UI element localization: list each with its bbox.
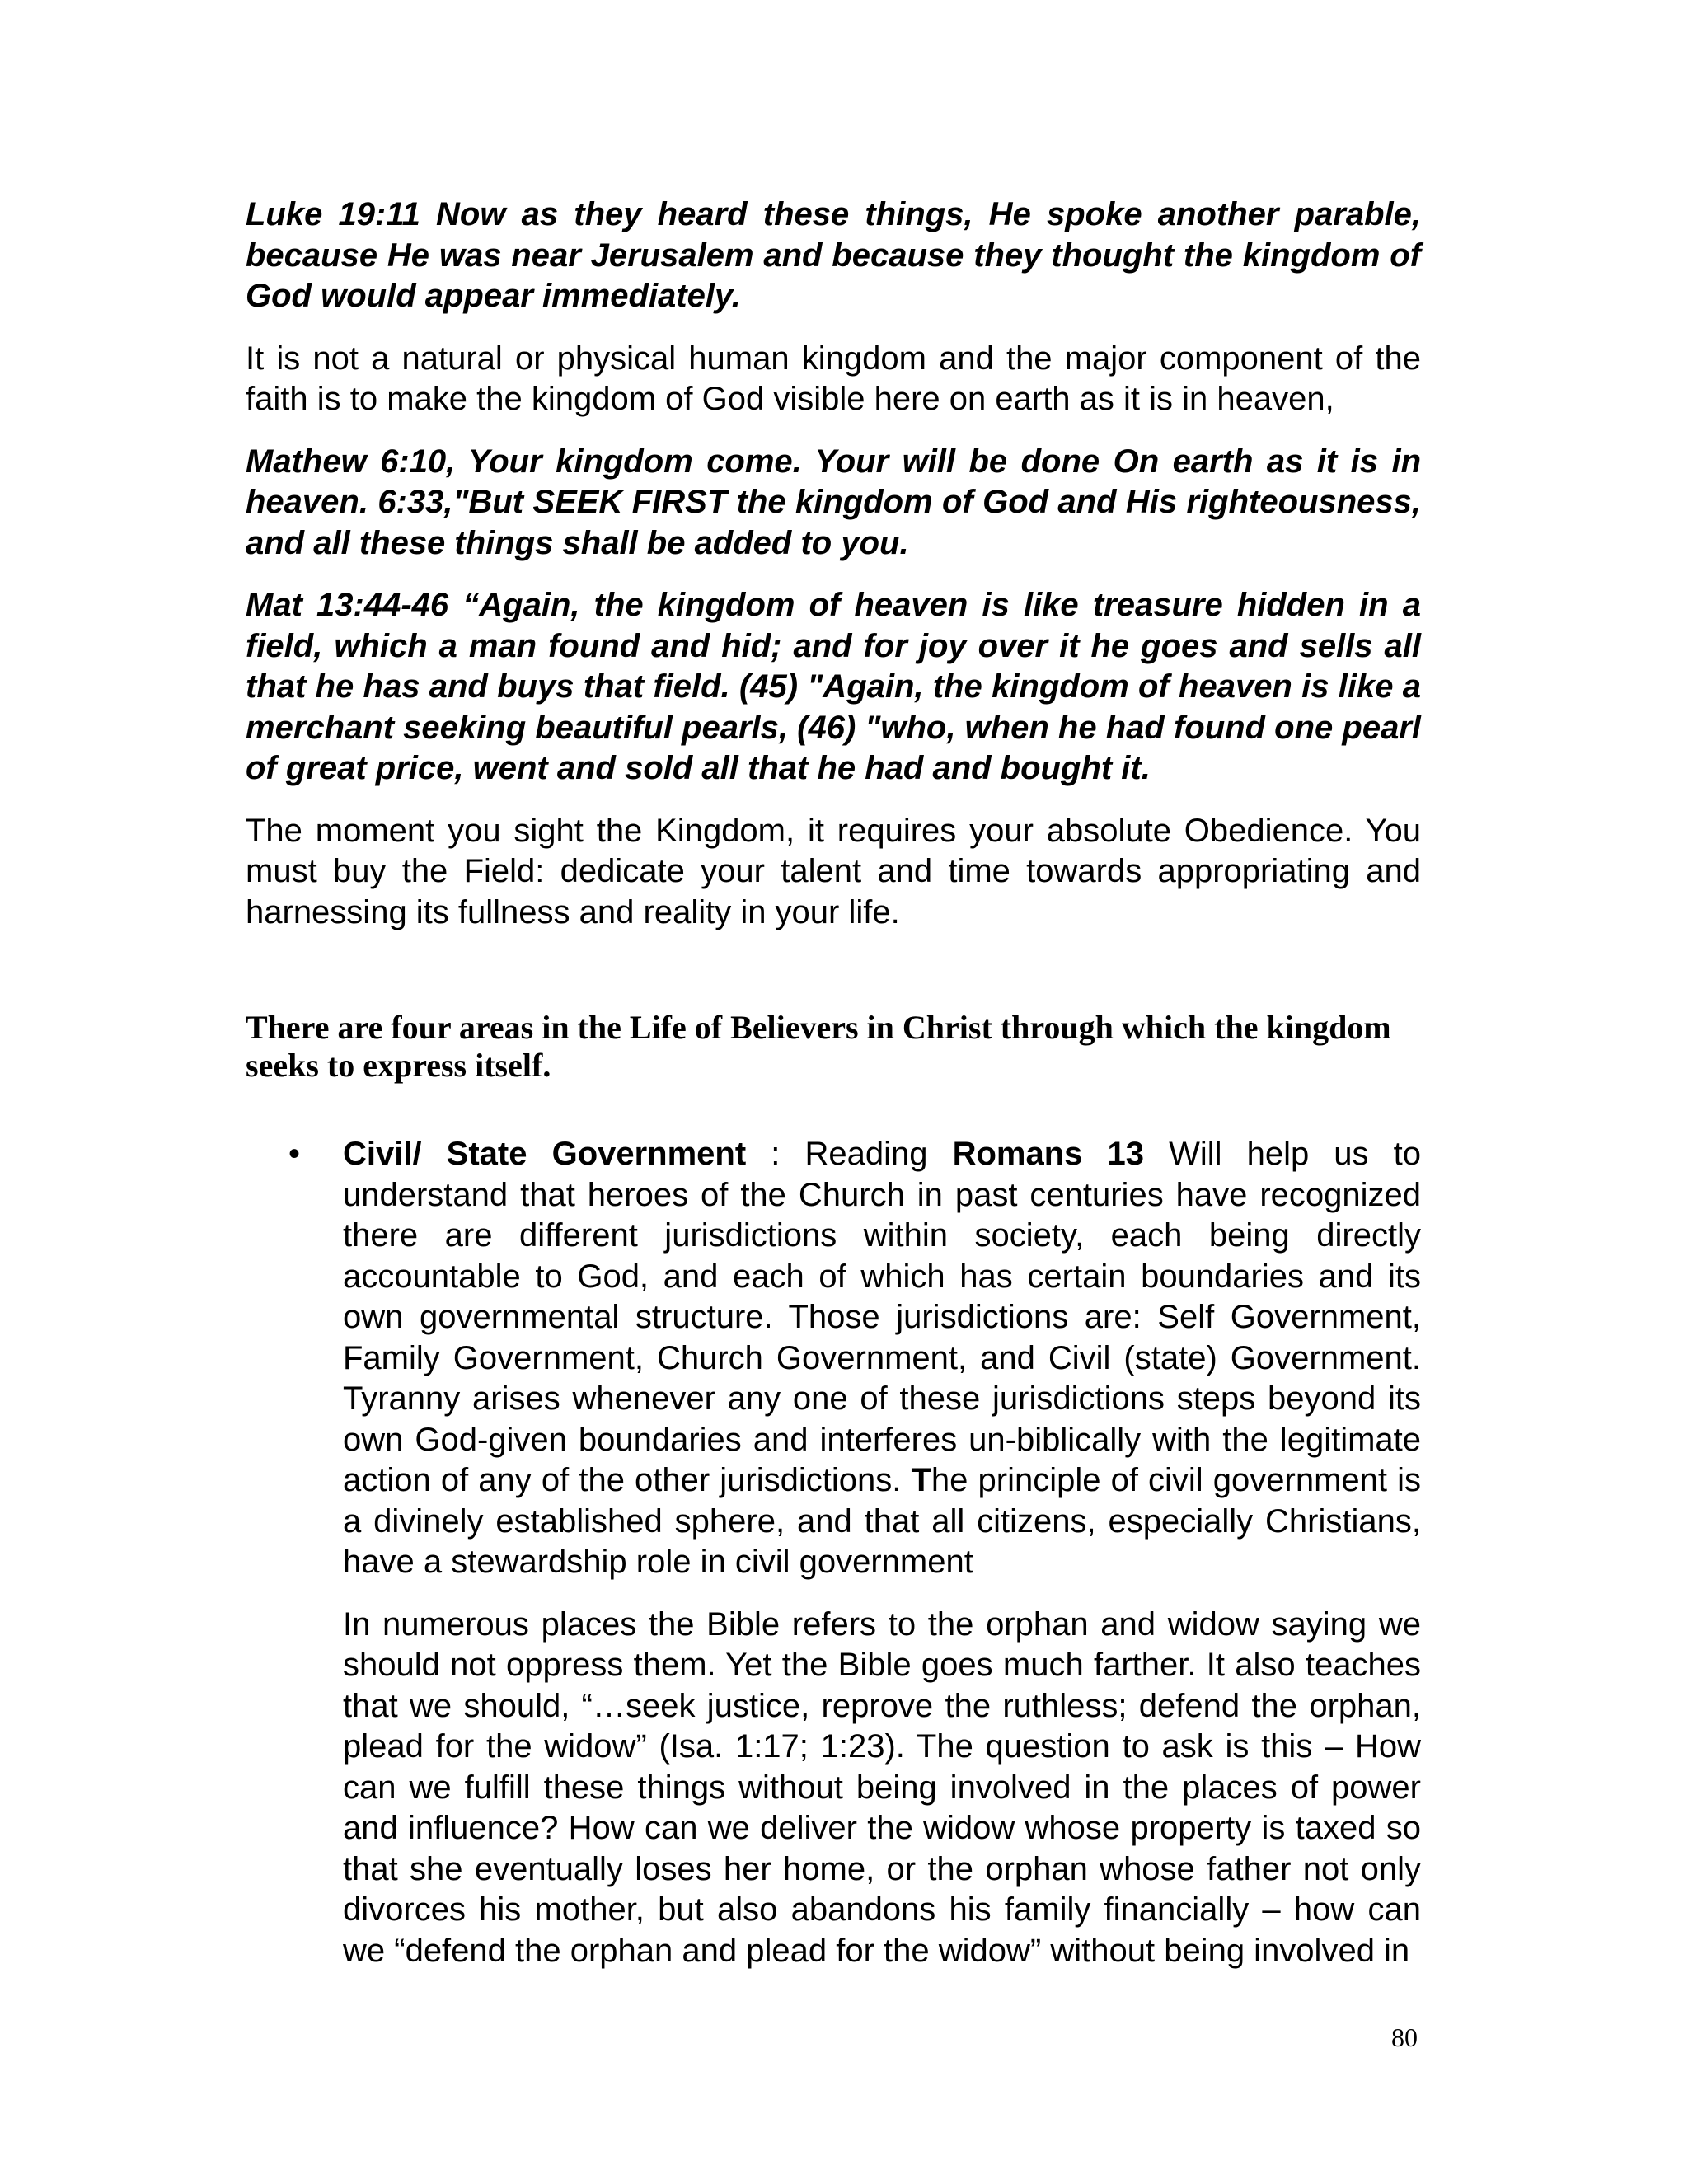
mathew-verse: Mathew 6:10, Your kingdom come. Your will be done On earth as it is in heaven. 6:33,"But SEEK FIRST the kingdom of God and His righteousness, and all these things shall be added to you.: [246, 443, 1421, 561]
bullet-separator: : Reading: [746, 1136, 953, 1172]
bullet-icon: •: [288, 1136, 301, 1172]
bullet-text-part-2: he principle of civil government is a divinely established sphere, and that all citizens, especially Christians, have a stewardship role in civil government: [343, 1462, 1421, 1580]
bullet-title: Civil/ State Government: [343, 1136, 747, 1172]
luke-verse: Luke 19:11 Now as they heard these things, He spoke another parable, because He was near Jerusalem and because they thought the kingdom of God would appear immediately.: [246, 196, 1421, 314]
bullet-civil-government: [246, 1134, 1421, 1971]
mat-verse: Mat 13:44-46 “Again, the kingdom of heaven is like treasure hidden in a field, which a man found and hid; and for joy over it he goes and sells all that he has and buys that field. (45) "Again, the kingdom of heaven is like a merchant seeking beautiful pearls, (46) "who, when he had found one pearl of great price, went and sold all that he had and bought it.: [246, 587, 1421, 786]
orphan-widow-paragraph: In numerous places the Bible refers to the orphan and widow saying we should not oppress them. Yet the Bible goes much farther. It also teaches that we should, “…seek justice, reprove the ruthless; defend the orphan, plead for the widow” (Isa. 1:17; 1:23). The question to ask is this – How can we fulfill these things without being involved in the places of power and influence? How can we deliver the widow whose property is taxed so that she eventually loses her home, or the orphan whose father not only divorces his mother, but also abandons his family financially – how can we “defend the orphan and plead for the widow” without being involved in: [343, 1605, 1421, 1969]
civil-government-paragraph: [343, 1134, 1421, 1583]
page-content: [246, 194, 1421, 1993]
bullet-bold-letter: T: [911, 1462, 931, 1498]
section-heading: There are four areas in the Life of Believers in Christ through which the kingdom seeks to express itself.: [246, 1009, 1391, 1084]
bullet-text-part-1: Will help us to understand that heroes of the Church in past centuries have recognized there are different jurisdictions within society, each being directly accountable to God, and each of which has certain boundaries and its own governmental structure. Those jurisdictions are: Self Government, Family Government, Church Government, and Civil (state) Government. Tyranny arises whenever any one of these jurisdictions steps beyond its own God-given boundaries and interferes un-biblically with the legitimate action of any of the other jurisdictions.: [343, 1136, 1421, 1498]
obedience-paragraph: The moment you sight the Kingdom, it requires your absolute Obedience. You must buy the Field: dedicate your talent and time towards appropriating and harnessing its fullness and reality in your life.: [246, 812, 1421, 930]
page-number: 80: [1391, 2022, 1418, 2052]
romans-reference: Romans 13: [952, 1136, 1144, 1172]
natural-kingdom-paragraph: It is not a natural or physical human kingdom and the major component of the faith is to make the kingdom of God visible here on earth as it is in heaven,: [246, 340, 1421, 417]
